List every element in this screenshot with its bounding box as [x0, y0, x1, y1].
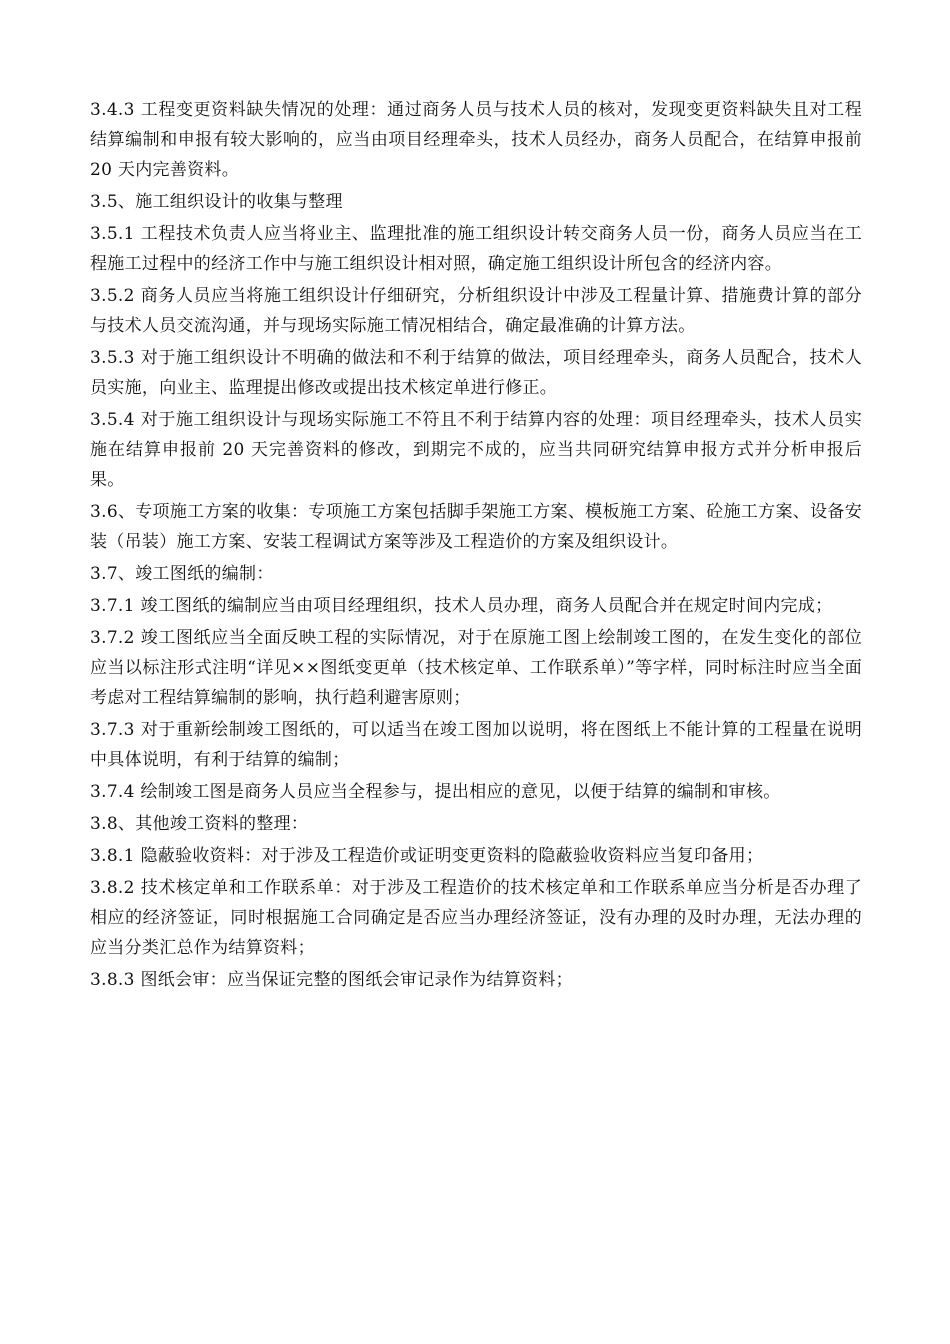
heading-3-7: 3.7、竣工图纸的编制： [90, 564, 274, 584]
paragraph-3-4-3: 3.4.3 工程变更资料缺失情况的处理：通过商务人员与技术人员的核对，发现变更资料缺失且对工程结算编制和申报有较大影响的，应当由项目经理牵头，技术人员经办，商务人员配合，在结算申报前 20 天内完善资料。 [90, 100, 862, 180]
paragraph-3-5-4: 3.5.4 对于施工组织设计与现场实际施工不符且不利于结算内容的处理：项目经理牵头，技术人员实施在结算申报前 20 天完善资料的修改，到期完不成的，应当共同研究结算申报方式并分析申报后果。 [90, 410, 862, 490]
heading-3-8: 3.8、其他竣工资料的整理： [90, 814, 309, 834]
paragraph-3-6: 3.6、专项施工方案的收集：专项施工方案包括脚手架施工方案、模板施工方案、砼施工方案、设备安装（吊装）施工方案、安装工程调试方案等涉及工程造价的方案及组织设计。 [90, 502, 862, 552]
paragraph-3-5-1: 3.5.1 工程技术负责人应当将业主、监理批准的施工组织设计转交商务人员一份，商务人员应当在工程施工过程中的经济工作中与施工组织设计相对照，确定施工组织设计所包含的经济内容。 [90, 224, 862, 274]
paragraph-3-7-1: 3.7.1 竣工图纸的编制应当由项目经理组织，技术人员办理，商务人员配合并在规定时间内完成； [90, 596, 833, 616]
paragraph-3-5-3: 3.5.3 对于施工组织设计不明确的做法和不利于结算的做法，项目经理牵头，商务人员配合，技术人员实施，向业主、监理提出修改或提出技术核定单进行修正。 [90, 348, 862, 398]
paragraph-3-7-2: 3.7.2 竣工图纸应当全面反映工程的实际情况，对于在原施工图上绘制竣工图的，在发生变化的部位应当以标注形式注明“详见××图纸变更单（技术核定单、工作联系单）”等字样，同时标注时应当全面考虑对工程结算编制的影响，执行趋利避害原则； [90, 628, 862, 708]
paragraph-3-8-2: 3.8.2 技术核定单和工作联系单：对于涉及工程造价的技术核定单和工作联系单应当分析是否办理了相应的经济签证，同时根据施工合同确定是否应当办理经济签证，没有办理的及时办理，无法办理的应当分类汇总作为结算资料； [90, 878, 862, 958]
paragraph-3-8-3: 3.8.3 图纸会审：应当保证完整的图纸会审记录作为结算资料； [90, 970, 573, 990]
paragraph-3-5-2: 3.5.2 商务人员应当将施工组织设计仔细研究，分析组织设计中涉及工程量计算、措施费计算的部分与技术人员交流沟通，并与现场实际施工情况相结合，确定最准确的计算方法。 [90, 286, 862, 336]
document-page [90, 95, 862, 997]
paragraph-3-7-4: 3.7.4 绘制竣工图是商务人员应当全程参与，提出相应的意见，以便于结算的编制和审核。 [90, 782, 781, 802]
heading-3-5: 3.5、施工组织设计的收集与整理 [90, 192, 343, 212]
paragraph-3-7-3: 3.7.3 对于重新绘制竣工图纸的，可以适当在竣工图加以说明，将在图纸上不能计算的工程量在说明中具体说明，有利于结算的编制； [90, 720, 862, 770]
paragraph-3-8-1: 3.8.1 隐蔽验收资料：对于涉及工程造价或证明变更资料的隐蔽验收资料应当复印备用； [90, 846, 764, 866]
